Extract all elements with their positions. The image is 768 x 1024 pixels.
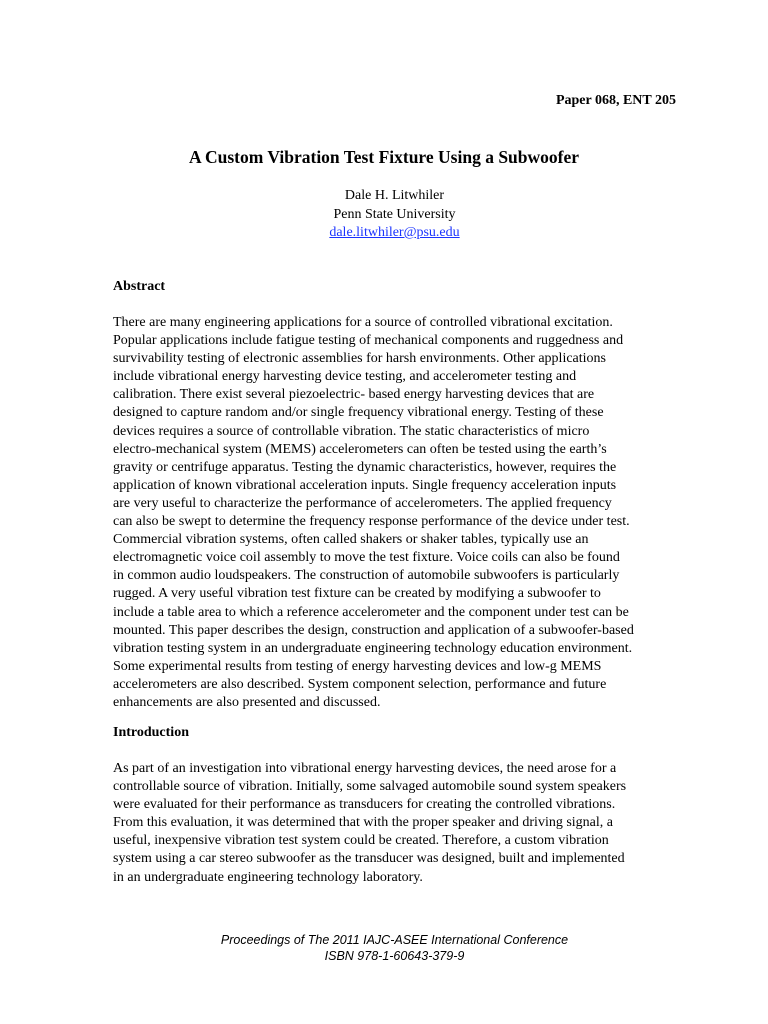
abstract-text: There are many engineering applications for a source of controlled vibrational excitation. Popular applications include fatigue testing of mechanical components and ruggedness and survivability testing of electronic assemblies for harsh environments. Other applications include vibrational energy harvesting device testing, and accelerometer testing and calibration. There exist several piezoelectric- based energy harvesting devices that are designed to capture random and/or single frequency vibrational energy. Testing of these devices requires a source of controllable vibration. The static characteristics of micro electro-mechanical system (MEMS) accelerometers can often be tested using the earth’s gravity or centrifuge apparatus. Testing the dynamic characteristics, however, requires the application of known vibrational acceleration inputs. Single frequency acceleration inputs are very useful to characterize the performance of accelerometers. The applied frequency can also be swept to determine the frequency response performance of the device under test. Commercial vibration systems, often called shakers or shaker tables, typically use an electromagnetic voice coil assembly to move the test fixture. Voice coils can also be found in common audio loudspeakers. The construction of automobile subwoofers is particularly rugged. A very useful vibration test fixture can be created by modifying a subwoofer to include a table area to which a reference accelerometer and the component under test can be mounted. This paper describes the design, construction and application of a subwoofer-based vibration testing system in an undergraduate engineering technology education environment. Some experimental results from testing of energy harvesting devices and low-g MEMS accelerometers are also described. System component selection, performance and future enhancements are also presented and discussed. xyxy=(113,315,634,710)
introduction-text: As part of an investigation into vibrational energy harvesting devices, the need arose for a controllable source of vibration. Initially, some salvaged automobile sound system speakers were evaluated for their performance as transducers for creating the controlled vibrations. From this evaluation, it was determined that with the proper speaker and driving signal, a useful, inexpensive vibration test system could be created. Therefore, a custom vibration system using a car stereo subwoofer as the transducer was designed, built and implemented in an undergraduate engineering technology laboratory. xyxy=(113,761,627,885)
page-footer xyxy=(0,932,768,964)
author-email-link[interactable]: dale.litwhiler@psu.edu xyxy=(329,225,460,240)
footer-proceedings: Proceedings of The 2011 IAJC-ASEE International Conference xyxy=(220,933,569,947)
author-block xyxy=(0,187,768,243)
author-affiliation: Penn State University xyxy=(333,206,456,222)
paper-title: A Custom Vibration Test Fixture Using a Subwoofer xyxy=(188,147,580,167)
author-name: Dale H. Litwhiler xyxy=(344,188,445,203)
footer-isbn: ISBN 978-1-60643-379-9 xyxy=(324,949,465,963)
introduction-heading: Introduction xyxy=(113,725,189,740)
paper-id: Paper 068, ENT 205 xyxy=(555,93,676,108)
abstract-heading: Abstract xyxy=(113,279,166,294)
